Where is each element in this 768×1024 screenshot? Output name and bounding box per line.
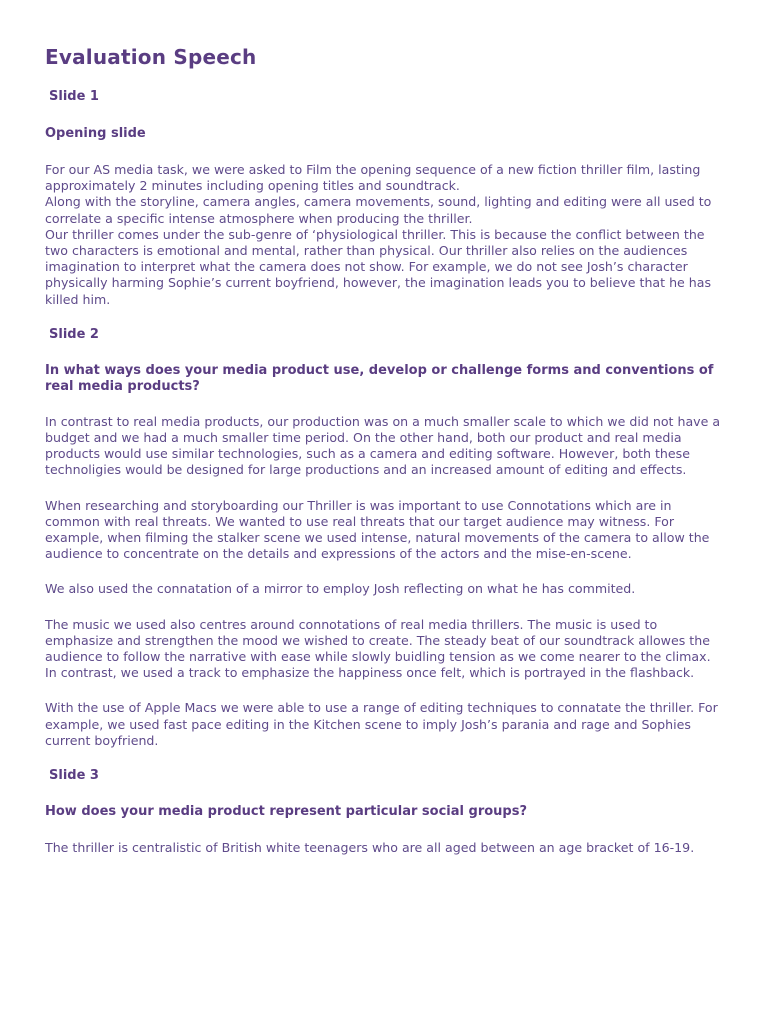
document-title: Evaluation Speech xyxy=(45,45,257,69)
slide-1-paragraph: For our AS media task, we were asked to Film the opening sequence of a new fiction thriller film, lasting approximately 2 minutes including opening titles and soundtrack. Along with the storyline, camera angles, camera movements, sound, lighting and editing were all used to correlate a specific intense atmosphere when producing the thriller. Our thriller comes under the sub-genre of ‘physiological thriller. This is because the conflict between the two characters is emotional and mental, rather than physical. Our thriller also relies on the audiences imagination to interpret what the camera does not show. For example, we do not see Josh’s character physically harming Sophie’s current boyfriend, however, the imagination leads you to believe that he has killed him. xyxy=(45,162,712,307)
slide-2-heading: In what ways does your media product use, develop or challenge forms and conventions of real media products? xyxy=(45,362,714,394)
document-page xyxy=(45,43,725,856)
slide-2-paragraph: In contrast to real media products, our production was on a much smaller scale to which we did not have a budget and we had a much smaller time period. On the other hand, both our product and real media products would use similar technologies, such as a camera and editing software. However, both these technoligies would be designed for large productions and an increased amount of editing and effects. xyxy=(45,413,721,478)
slide-2-paragraph: With the use of Apple Macs we were able to use a range of editing techniques to connatate the thriller. For example, we used fast pace editing in the Kitchen scene to imply Josh’s parania and rage and Sophies current boyfriend. xyxy=(45,700,718,748)
slide-1-heading: Opening slide xyxy=(45,126,146,141)
slide-2-paragraph: When researching and storyboarding our Thriller is was important to use Connotations which are in common with real threats. We wanted to use real threats that our target audience may witness. For example, when filming the stalker scene we used intense, natural movements of the camera to allow the audience to concentrate on the details and expressions of the actors and the mise-en-scene. xyxy=(45,497,710,562)
slide-3-label: Slide 3 xyxy=(49,768,99,784)
slide-1-label: Slide 1 xyxy=(49,89,99,104)
slide-2-paragraph: The music we used also centres around connotations of real media thrillers. The music is used to emphasize and strengthen the mood we wished to create. The steady beat of our soundtrack allowes the audience to follow the narrative with ease while slowly buidling tension as we come nearer to the climax. In contrast, we used a track to emphasize the happiness once felt, which is portrayed in the flashback. xyxy=(45,616,711,681)
slide-2-label: Slide 2 xyxy=(49,326,99,342)
slide-3-paragraph: The thriller is centralistic of British white teenagers who are all aged between an age bracket of 16-19. xyxy=(45,840,695,856)
slide-3-heading: How does your media product represent particular social groups? xyxy=(45,804,528,820)
slide-2-paragraph: We also used the connatation of a mirror to employ Josh reflecting on what he has commited. xyxy=(45,581,636,597)
